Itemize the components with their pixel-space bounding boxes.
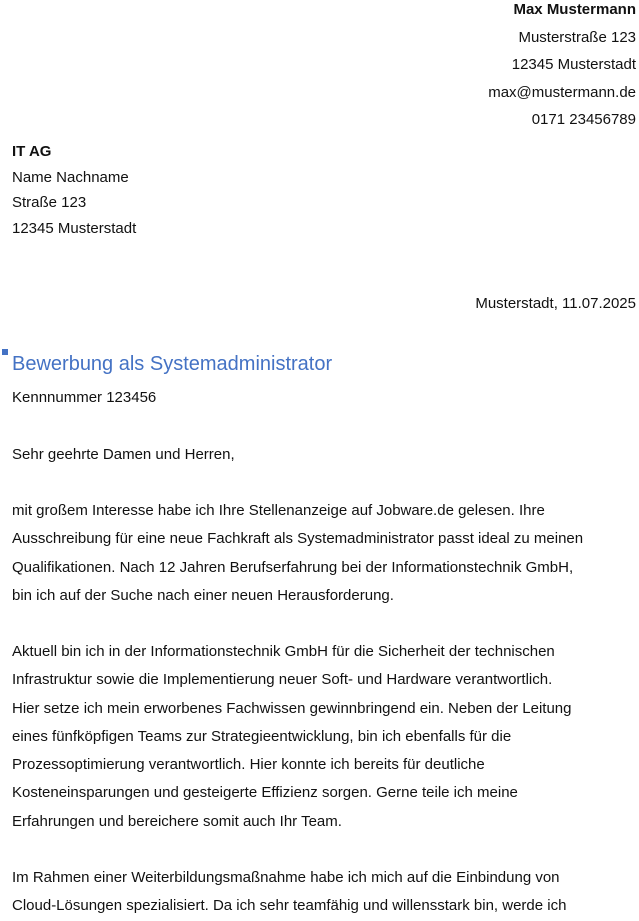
body-paragraph-1 <box>12 497 638 610</box>
body-paragraph-3 <box>12 864 638 921</box>
paragraph-line: eines fünfköpfigen Teams zur Strategieentwicklung, bin ich ebenfalls für die <box>12 727 512 745</box>
subject-heading: Bewerbung als Systemadministrator <box>12 353 333 375</box>
recipient-company: IT AG <box>12 143 52 160</box>
body-paragraph-2 <box>12 638 638 836</box>
recipient-block <box>12 139 136 241</box>
sender-phone: 0171 23456789 <box>531 111 636 128</box>
salutation: Sehr geehrte Damen und Herren, <box>12 446 235 463</box>
recipient-street: Straße 123 <box>12 194 87 211</box>
reference-number: Kennnummer 123456 <box>12 389 157 406</box>
letter-date: Musterstadt, 11.07.2025 <box>475 295 636 312</box>
paragraph-line: Kosteneinsparungen und gesteigerte Effizienz sorgen. Gerne teile ich meine <box>12 784 518 802</box>
recipient-city: 12345 Musterstadt <box>12 219 137 237</box>
sender-city: 12345 Musterstadt <box>511 56 636 73</box>
recipient-contact: Name Nachname <box>12 168 129 186</box>
sender-email: max@mustermann.de <box>488 83 636 101</box>
paragraph-line: Qualifikationen. Nach 12 Jahren Berufserfahrung bei der Informationstechnik GmbH, <box>12 558 574 576</box>
sender-block <box>488 0 636 134</box>
paragraph-line: mit großem Interesse habe ich Ihre Stellenanzeige auf Jobware.de gelesen. Ihre <box>12 502 545 519</box>
paragraph-line: Prozessoptimierung verantwortlich. Hier konnte ich bereits für deutliche <box>12 756 485 774</box>
paragraph-line: Cloud-Lösungen spezialisiert. Da ich sehr teamfähig und willensstark bin, werde ich <box>12 897 567 915</box>
paragraph-line: Ausschreibung für eine neue Fachkraft als Systemadministrator passt ideal zu meinen <box>12 530 584 548</box>
paragraph-line: Aktuell bin ich in der Informationstechnik GmbH für die Sicherheit der technischen <box>12 643 555 660</box>
paragraph-line: Hier setze ich mein erworbenes Fachwissen gewinnbringend ein. Neben der Leitung <box>12 699 572 717</box>
paragraph-line: Infrastruktur sowie die Implementierung neuer Soft- und Hardware verantwortlich. <box>12 671 553 689</box>
sender-street: Musterstraße 123 <box>518 28 636 46</box>
sender-name: Max Mustermann <box>513 1 636 18</box>
heading-marker-icon <box>2 349 8 355</box>
paragraph-line: Im Rahmen einer Weiterbildungsmaßnahme habe ich mich auf die Einbindung von <box>12 869 560 886</box>
paragraph-line: bin ich auf der Suche nach einer neuen Herausforderung. <box>12 586 394 604</box>
paragraph-line: Erfahrungen und bereichere somit auch Ihr Team. <box>12 812 342 830</box>
